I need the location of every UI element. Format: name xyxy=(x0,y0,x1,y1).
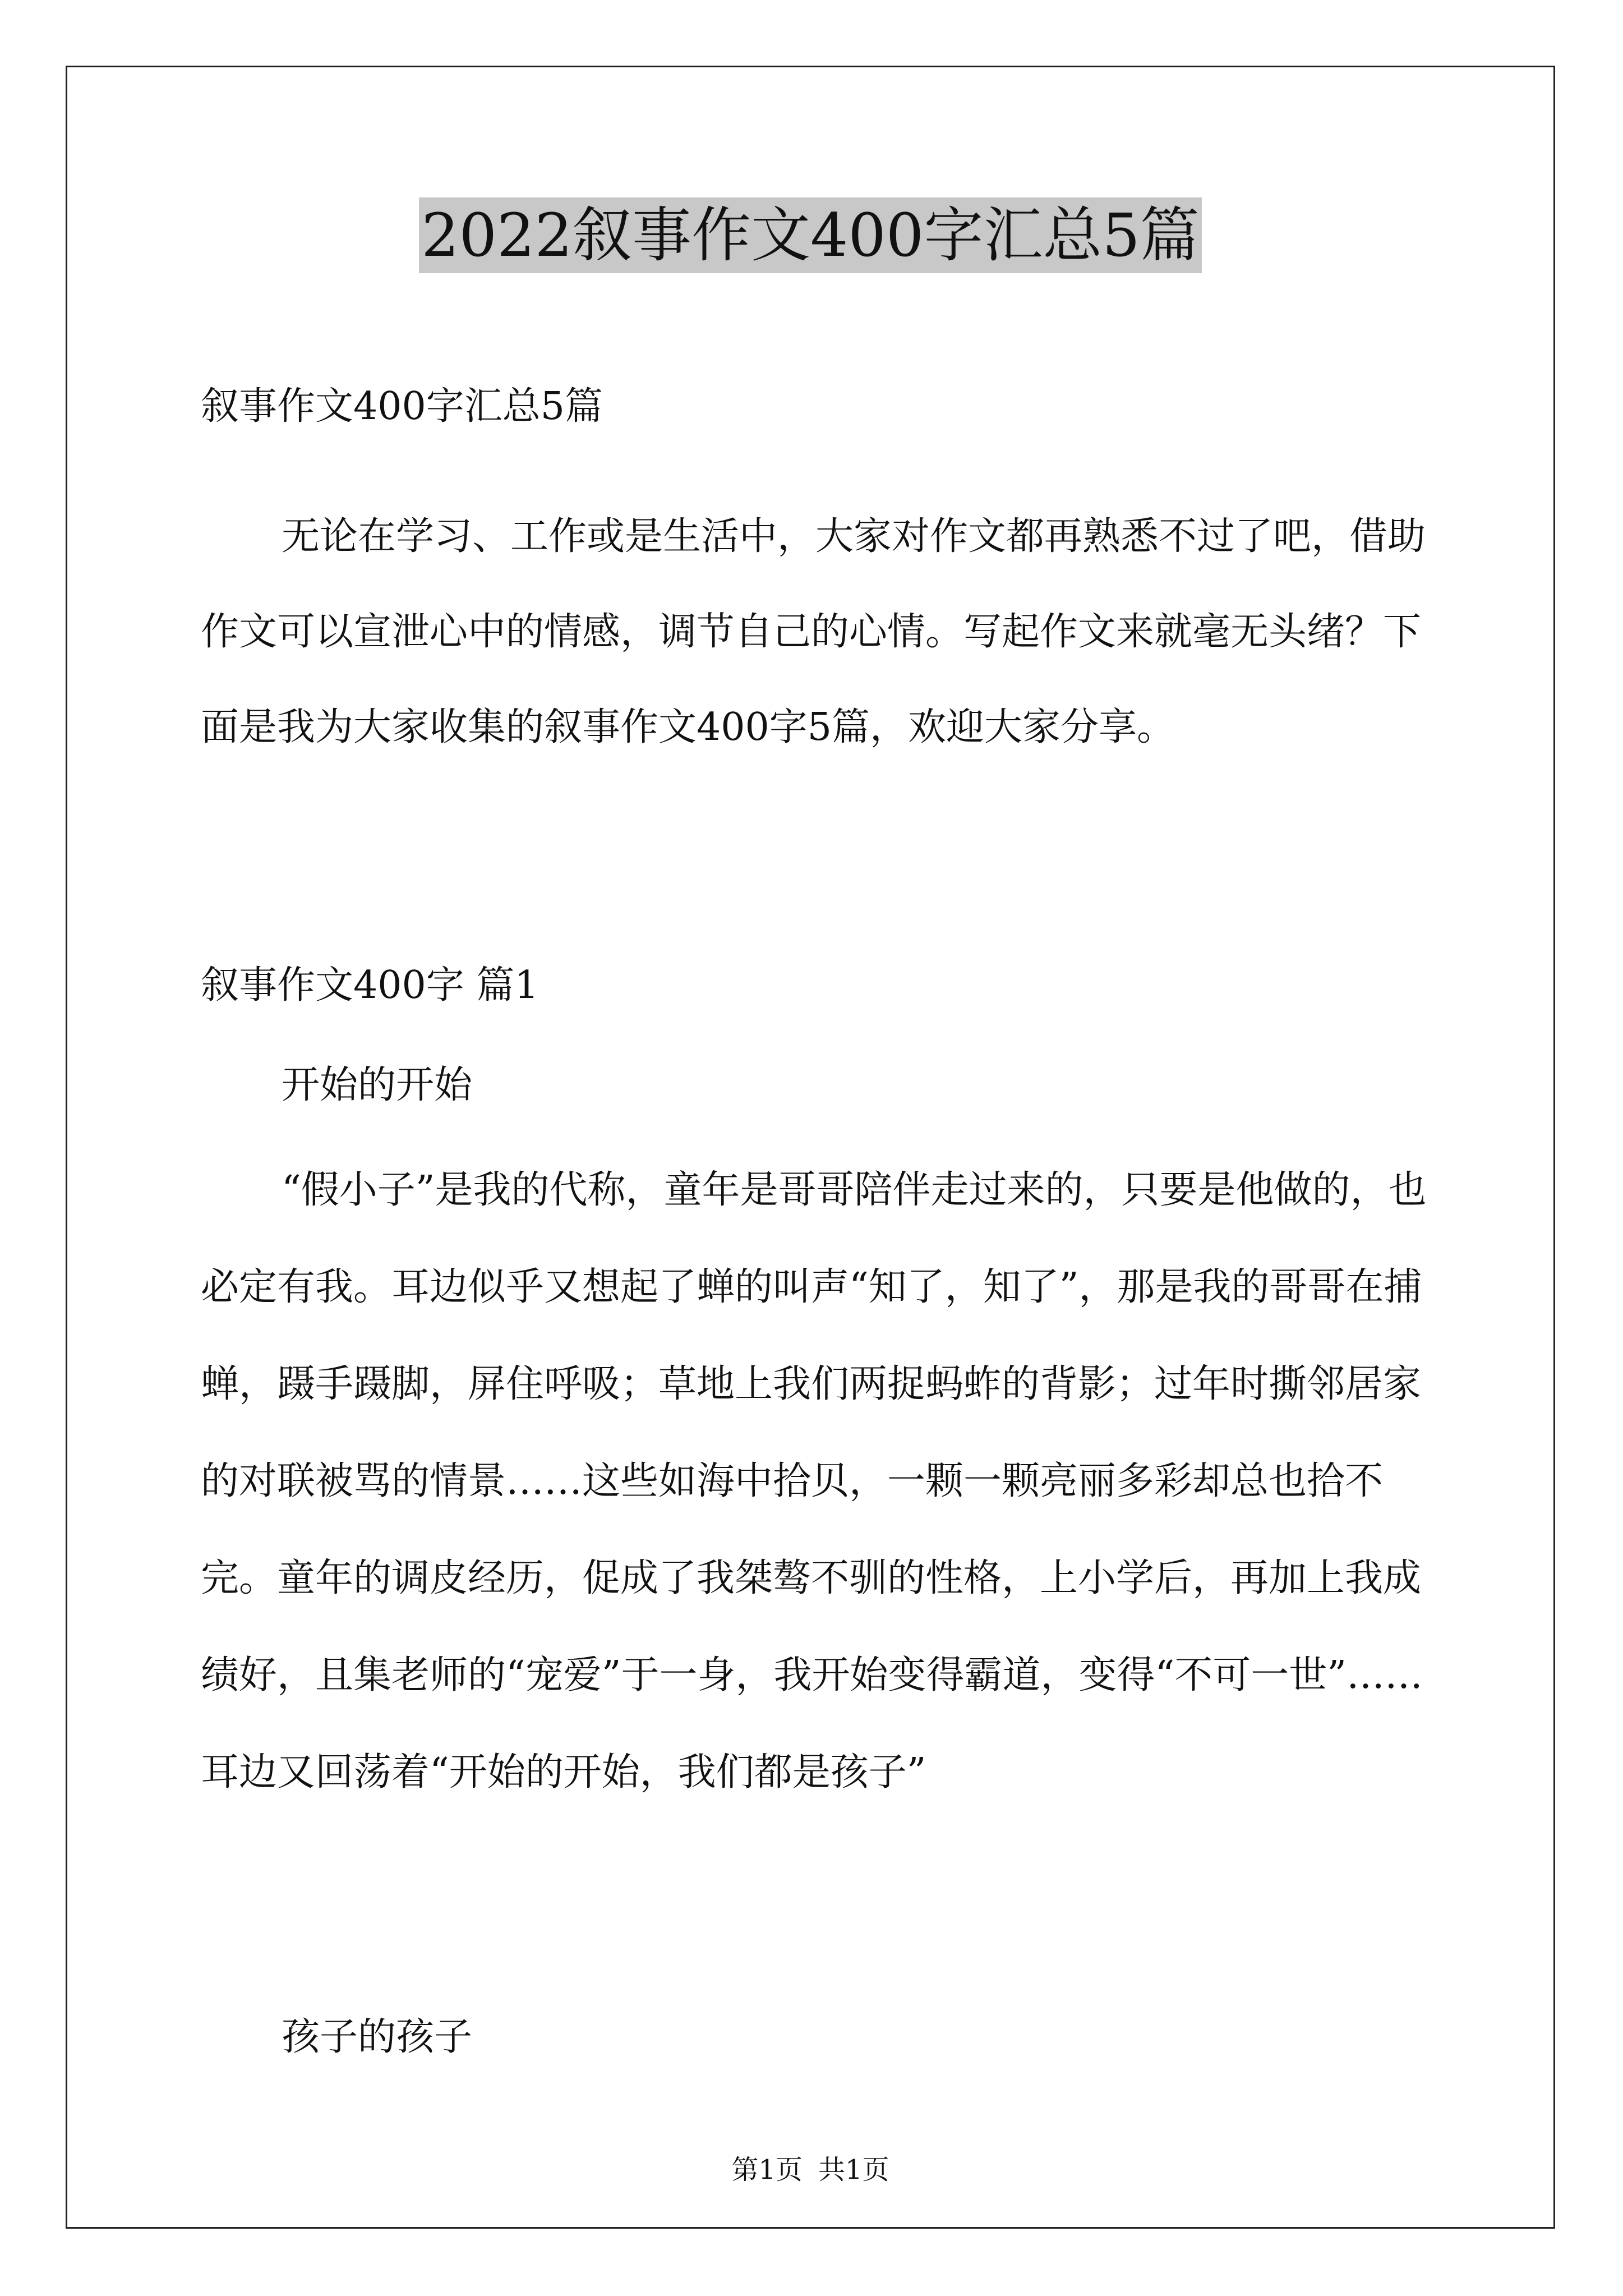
page-footer xyxy=(67,2153,1553,2187)
body-paragraph-1: “假小子”是我的代称，童年是哥哥陪伴走过来的，只要是他做的，也必定有我。耳边似乎又想起了蝉的叫声“知了，知了”，那是我的哥哥在捕蝉，蹑手蹑脚，屏住呼吸；草地上我们两捉蚂蚱的背影；过年时撕邻居家的对联被骂的情景……这些如海中拾贝，一颗一颗亮丽多彩却总也拾不完。童年的调皮经历，促成了我桀骜不驯的性格，上小学后，再加上我成绩好，且集老师的“宠爱”于一身，我开始变得霸道，变得“不可一世”……耳边又回荡着“开始的开始，我们都是孩子” xyxy=(201,1168,1427,1795)
page-number-total: 共1页 xyxy=(818,2154,889,2185)
document-title xyxy=(67,196,1553,275)
section-heading: 叙事作文400字 篇1 xyxy=(201,963,539,1007)
intro-paragraph: 无论在学习、工作或是生活中，大家对作文都再熟悉不过了吧，借助作文可以宣泄心中的情感，调节自己的心情。写起作文来就毫无头绪？下面是我为大家收集的叙事作文400字5篇，欢迎大家分享。 xyxy=(201,514,1426,749)
page-frame xyxy=(66,66,1555,2229)
document-content xyxy=(67,67,1553,2227)
document-title-text: 2022叙事作文400字汇总5篇 xyxy=(419,197,1202,273)
document-subtitle: 叙事作文400字汇总5篇 xyxy=(201,384,603,429)
page-number-current: 第1页 xyxy=(731,2154,803,2185)
subheading-2: 孩子的孩子 xyxy=(282,2015,473,2059)
subheading-1: 开始的开始 xyxy=(282,1063,473,1107)
